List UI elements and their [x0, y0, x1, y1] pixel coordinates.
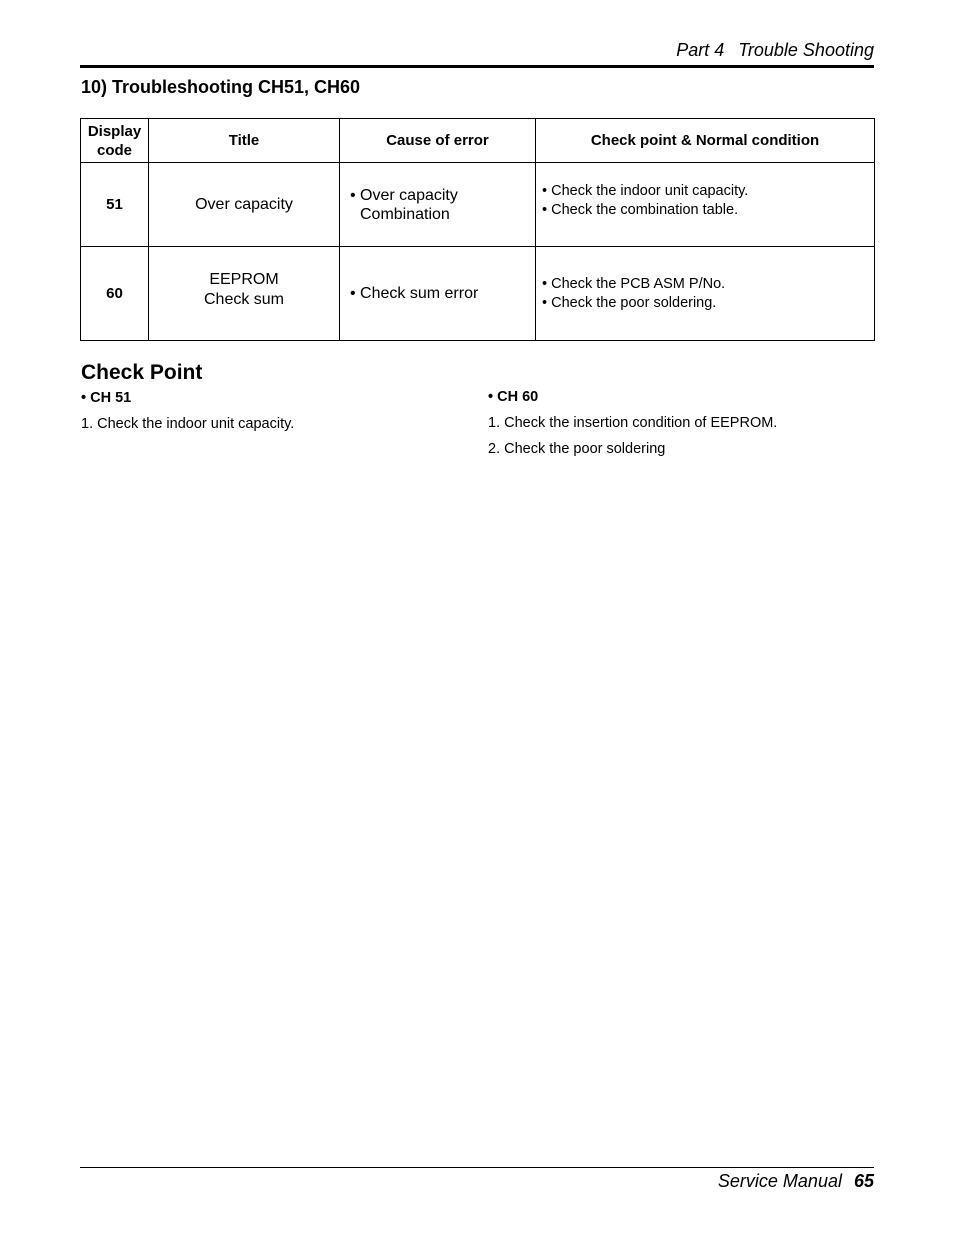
- cause-cell: [340, 247, 536, 341]
- check-point-ch51: [81, 389, 294, 433]
- header-display-code: [81, 119, 149, 163]
- title-line: EEPROM: [209, 270, 279, 288]
- table-row: [81, 247, 875, 341]
- check-line: • Check the PCB ASM P/No.: [542, 275, 726, 292]
- section-title: 10) Troubleshooting CH51, CH60: [81, 77, 361, 97]
- header-section: Trouble Shooting: [738, 40, 874, 60]
- cause-line: • Check sum error: [350, 285, 479, 302]
- page-footer: [80, 1171, 874, 1192]
- table-row: [81, 163, 875, 247]
- header-divider: [80, 65, 874, 68]
- header-part: Part 4: [676, 40, 725, 60]
- page-header: [80, 40, 874, 61]
- header-check-point: Check point & Normal condition: [536, 119, 875, 163]
- header-cause: Cause of error: [340, 119, 536, 163]
- footer-divider: [80, 1167, 874, 1168]
- cause-cell: [340, 163, 536, 247]
- ch51-label: • CH 51: [81, 390, 132, 406]
- title-cell: [149, 247, 340, 341]
- check-line: • Check the combination table.: [542, 201, 739, 218]
- header-title: Title: [149, 119, 340, 163]
- ch60-label: • CH 60: [488, 389, 539, 405]
- ch60-step: 2. Check the poor soldering: [488, 441, 666, 457]
- footer-label: Service Manual: [717, 1171, 842, 1191]
- check-line: • Check the indoor unit capacity.: [542, 182, 749, 199]
- table-header-row: [81, 119, 875, 163]
- title-line: Check sum: [203, 290, 285, 308]
- title-line: Over capacity: [195, 195, 293, 213]
- page-number: 65: [853, 1171, 874, 1191]
- cause-line: • Over capacity: [350, 186, 458, 204]
- check-cell: [536, 163, 875, 247]
- ch51-step: 1. Check the indoor unit capacity.: [81, 416, 295, 432]
- title-cell: [149, 163, 340, 247]
- check-line: • Check the poor soldering.: [542, 294, 717, 311]
- ch60-step: 1. Check the insertion condition of EEPROM.: [488, 415, 778, 431]
- display-code-cell: 60: [81, 247, 149, 341]
- troubleshooting-table: [80, 118, 875, 341]
- check-point-title: Check Point: [81, 361, 203, 384]
- check-cell: [536, 247, 875, 341]
- header-display-code-line2: code: [96, 141, 132, 159]
- display-code-cell: 51: [81, 163, 149, 247]
- check-point-ch60: [488, 388, 777, 458]
- cause-line: Combination: [360, 205, 450, 223]
- header-display-code-line1: Display: [87, 122, 142, 140]
